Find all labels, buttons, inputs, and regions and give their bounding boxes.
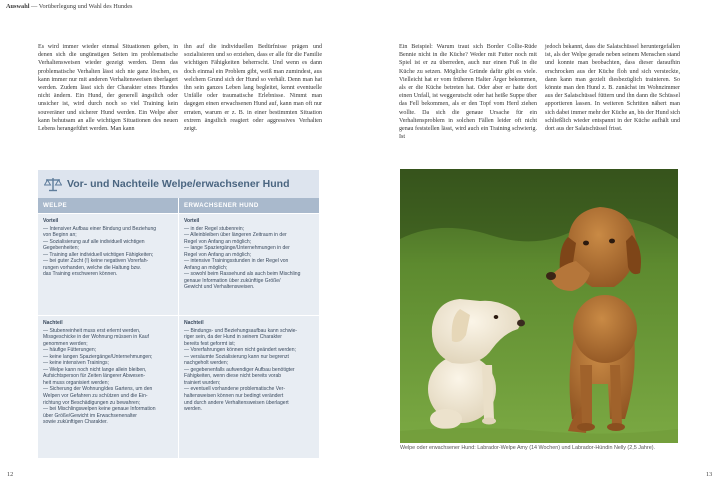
- running-head-section: Auswahl: [6, 3, 30, 10]
- list-item: trainiert wurden;: [184, 379, 221, 386]
- welpe-nachteil-list: [43, 328, 175, 426]
- list-item: riger sein, da der Hund in seinem Charakter: [184, 334, 282, 341]
- erwachsen-nachteil-panel: [179, 316, 319, 458]
- vorteil-label: Vorteil: [184, 218, 200, 224]
- erwachsen-nachteil-list: [184, 328, 316, 413]
- list-item: — Training aller individuell wichtigen Fähigkeiten;: [43, 251, 154, 258]
- list-item: über Größe/Gewicht im Erwachsenenalter: [43, 412, 137, 419]
- list-item: Regel von Anfang an möglich;: [184, 238, 252, 245]
- list-item: — häufige Fütterungen;: [43, 347, 97, 354]
- list-item: das Training erschweren können.: [43, 271, 118, 278]
- infobox-title: Vor- und Nachteile Welpe/erwachsener Hund: [67, 178, 290, 190]
- list-item: richtung vor Beschädigungen zu bewahren;: [43, 399, 141, 406]
- body-column-3: Ein Beispiel: Warum traut sich Border Collie-Rüde Bennie nicht in die Küche? Weder mit Futter noch mit Spiel ist er zu überreden, auch nur einen Fuß in die Küche zu setzen. Mögliche Gründe dafür gibt es viele. Vielleicht hat er vom früheren Halter Ärger bekommen, als er die Küche betreten hat. Oder aber er hatte dort einen Unfall, ist weggerutscht oder hat heiße Suppe über das Fell bekommen, als er den Topf vom Herd ziehen wollte. Da sich die genaue Ursache für ein Verhaltensproblem in solchen Fällen leider oft nicht genau feststellen lässt, wird auch ein Training schwierig. Ist: [399, 44, 537, 141]
- welpe-vorteil-panel: [38, 214, 178, 322]
- list-item: — Bindungs- und Beziehungsaufbau kann schwie-: [184, 327, 298, 334]
- list-item: — in der Regel stubenrein;: [184, 225, 245, 232]
- list-item: — bei Mischlingswelpen keine genaue Information: [43, 406, 156, 413]
- list-item: werden.: [184, 406, 202, 413]
- infobox-header: [38, 170, 319, 198]
- list-item: sowie zukünftigen Charakter.: [43, 419, 108, 426]
- page-number-left: 12: [7, 471, 14, 478]
- list-item: Regel von Anfang an möglich;: [184, 251, 252, 258]
- list-item: — Vorerfahrungen können nicht geändert werden;: [184, 347, 296, 354]
- list-item: — Welpe kann noch nicht lange allein bleiben,: [43, 366, 147, 373]
- list-item: heit muss organisiert werden;: [43, 379, 109, 386]
- list-item: — keine intensiven Trainings;: [43, 360, 109, 367]
- list-item: — versäumte Sozialisierung kann nur begrenzt: [184, 353, 289, 360]
- list-item: Fähigkeiten, wenn diese nicht bereits vorab: [184, 373, 282, 380]
- list-item: Missgeschicke in der Wohnung müssen in Kauf: [43, 334, 149, 341]
- pros-cons-infobox: [38, 170, 319, 458]
- running-head-chapter: — Vorüberlegung und Wahl des Hundes: [29, 3, 133, 10]
- list-item: — Intensiver Aufbau einer Bindung und Beziehung: [43, 225, 157, 232]
- list-item: — sowohl beim Rassehund als auch beim Mischling: [184, 271, 301, 278]
- list-item: — lange Spaziergänge/Unternehmungen in der: [184, 245, 290, 252]
- list-item: nachgeholt werden;: [184, 360, 229, 367]
- list-item: — eventuell vorhandene problematische Ver-: [184, 386, 285, 393]
- list-item: — keine langen Spaziergänge/Unternehmungen;: [43, 353, 153, 360]
- list-item: Gewicht und Verhaltensweisen.: [184, 284, 255, 291]
- list-item: genaue Information über zukünftige Größe/: [184, 277, 281, 284]
- scale-icon: [44, 176, 62, 192]
- body-column-2: ihn auf die individuellen Bedürfnisse prägen und sozialisieren und so erziehen, dass er alle für die Familie wichtigen Fähigkeiten beherrscht. Und wenn es dann doch einmal ein Problem gibt, weiß man zumindest, aus welchem Grund sich der Hund so verhält. Denn man hat ihn sein ganzes Leben lang begleitet, kennt eventuelle Unfälle oder traumatische Erlebnisse. Nimmt man dagegen einen erwachsenen Hund auf, kann man oft nur erraten, warum er z. B. in einer bestimmten Situation extrem ängstlich reagiert oder aggressives Verhalten zeigt.: [184, 44, 322, 133]
- list-item: bereits fest geformt ist;: [184, 340, 236, 347]
- page-number-right: 13: [706, 471, 713, 478]
- list-item: Gegebenheiten;: [43, 245, 79, 252]
- list-item: — intensive Trainingsstunden in der Regel von: [184, 258, 289, 265]
- list-item: genommen werden;: [43, 340, 88, 347]
- list-item: — bei guter Zucht (!) keine negativen Vorerfah-: [43, 258, 149, 265]
- list-item: haltensweisen können nur bedingt verändert: [184, 393, 284, 400]
- erwachsen-vorteil-panel: [179, 214, 319, 322]
- list-item: und durch andere Verhaltensweisen überlagert: [184, 399, 289, 406]
- list-item: — Stubenreinheit muss erst erlernt werden,: [43, 327, 141, 334]
- list-item: — Alleinbleiben über längeren Zeitraum in der: [184, 232, 287, 239]
- nachteil-label: Nachteil: [184, 320, 204, 326]
- list-item: rungen vorhanden, welche die Haltung bzw.: [43, 264, 141, 271]
- welpe-nachteil-panel: [38, 316, 178, 458]
- list-item: Aufsichtsperson für Zeiten längerer Abwesen-: [43, 373, 146, 380]
- vorteil-label: Vorteil: [43, 218, 59, 224]
- erwachsen-vorteil-list: [184, 226, 316, 291]
- photo-caption: Welpe oder erwachsener Hund: Labrador-Welpe Amy (14 Wochen) und Labrador-Hündin Nelly (2,5 Jahre).: [400, 445, 655, 451]
- list-item: Anfang an möglich;: [184, 264, 228, 271]
- body-column-4: jedoch bekannt, dass die Salatschüssel heruntergefallen ist, als der Welpe gerade neben seinem Menschen stand und konnte man beobachten, dass dieser daraufhin erschrocken aus der Küche floh und sich versteckte, dann kann man gezielt diesbezüglich trainieren. So könnte man den Hund z. B. zunächst im Wohnzimmer aus der Salatschüssel füttern und ihn dann die Schüssel apportieren lassen. In weiteren Schritten nähert man sich dabei immer mehr der Küche an, bis der Hund sich schließlich wieder entspannt in der Küche aufhält und dort aus der Salatschüssel frisst.: [545, 44, 680, 133]
- welpe-vorteil-list: [43, 226, 175, 278]
- column-header-erwachsener-hund: ERWACHSENER HUND: [179, 198, 319, 213]
- list-item: — Sozialisierung auf alle individuell wichtigen: [43, 238, 145, 245]
- dog-photo: [400, 169, 678, 443]
- body-column-1: Es wird immer wieder einmal Situationen geben, in denen sich die ungünstigen Seiten im problematische Verhaltensweisen wieder gezeigt werden. Denn das problematische Verhalten lässt sich nie ganz löschen, es kann immer nur mit anderen Verhaltensweisen überlagert werden. Zudem lässt sich der Charakter eines Hundes nicht ändern. Ein Hund, der generell ängstlich oder unsicher ist, wird durch noch so viel Training kein souveräner und sicherer Hund werden. Ein Welpe aber kann behutsam an alle wichtigen Situationen des neuen Lebens herangeführt werden. Man kann: [38, 44, 178, 133]
- column-header-welpe: WELPE: [38, 198, 178, 213]
- list-item: Welpen vor Gefahren zu schützen und die Ein-: [43, 393, 148, 400]
- nachteil-label: Nachteil: [43, 320, 63, 326]
- list-item: von Beginn an;: [43, 232, 77, 239]
- running-head: [6, 3, 132, 10]
- list-item: — gegebenenfalls aufwendiger Aufbau benötigter: [184, 366, 295, 373]
- list-item: — Sicherung der Wohnung/des Gartens, um den: [43, 386, 153, 393]
